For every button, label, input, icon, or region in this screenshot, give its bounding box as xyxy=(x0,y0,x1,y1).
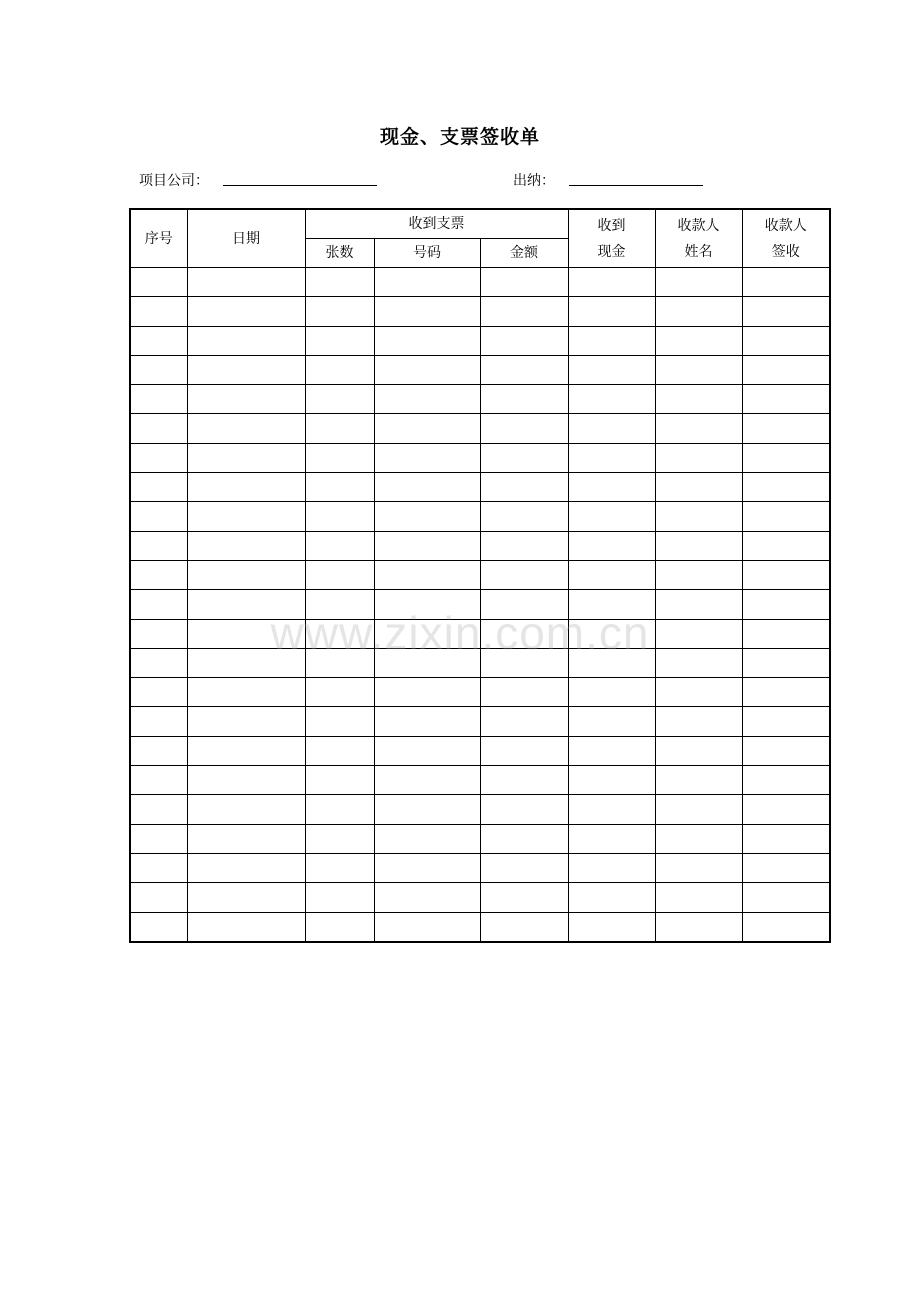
header-serial-no: 序号 xyxy=(130,209,187,268)
date-cell[interactable] xyxy=(187,560,305,589)
check-number-cell[interactable] xyxy=(374,268,480,297)
serial-no-cell[interactable] xyxy=(130,853,187,882)
check-number-cell[interactable] xyxy=(374,678,480,707)
check-count-cell[interactable] xyxy=(305,531,374,560)
payee-name-cell[interactable] xyxy=(655,795,742,824)
check-number-cell[interactable] xyxy=(374,560,480,589)
serial-no-cell[interactable] xyxy=(130,355,187,384)
serial-no-cell[interactable] xyxy=(130,619,187,648)
serial-no-cell[interactable] xyxy=(130,590,187,619)
serial-no-cell[interactable] xyxy=(130,473,187,502)
check-count-cell[interactable] xyxy=(305,678,374,707)
check-number-cell[interactable] xyxy=(374,385,480,414)
serial-no-cell[interactable] xyxy=(130,766,187,795)
serial-no-cell[interactable] xyxy=(130,502,187,531)
check-amount-cell[interactable] xyxy=(480,355,568,384)
date-cell[interactable] xyxy=(187,502,305,531)
serial-no-cell[interactable] xyxy=(130,736,187,765)
payee-name-cell[interactable] xyxy=(655,473,742,502)
serial-no-cell[interactable] xyxy=(130,824,187,853)
check-count-cell[interactable] xyxy=(305,297,374,326)
table-row xyxy=(130,619,830,648)
check-amount-cell[interactable] xyxy=(480,502,568,531)
table-row xyxy=(130,824,830,853)
check-number-cell[interactable] xyxy=(374,414,480,443)
header-payee-name-line1: 收款人 xyxy=(677,217,720,234)
cash-received-cell[interactable] xyxy=(568,912,655,942)
payee-name-cell[interactable] xyxy=(655,619,742,648)
check-count-cell[interactable] xyxy=(305,853,374,882)
payee-name-cell[interactable] xyxy=(655,502,742,531)
date-cell[interactable] xyxy=(187,707,305,736)
header-payee-name-line2: 姓名 xyxy=(684,243,713,260)
payee-signature-cell[interactable] xyxy=(742,707,830,736)
cash-received-cell[interactable] xyxy=(568,678,655,707)
payee-signature-cell[interactable] xyxy=(742,355,830,384)
check-number-cell[interactable] xyxy=(374,590,480,619)
payee-signature-cell[interactable] xyxy=(742,326,830,355)
check-number-cell[interactable] xyxy=(374,502,480,531)
payee-signature-cell[interactable] xyxy=(742,297,830,326)
payee-name-cell[interactable] xyxy=(655,590,742,619)
date-cell[interactable] xyxy=(187,268,305,297)
payee-name-cell[interactable] xyxy=(655,766,742,795)
check-count-cell[interactable] xyxy=(305,736,374,765)
check-count-cell[interactable] xyxy=(305,414,374,443)
check-count-cell[interactable] xyxy=(305,795,374,824)
date-cell[interactable] xyxy=(187,883,305,912)
check-amount-cell[interactable] xyxy=(480,678,568,707)
cash-received-cell[interactable] xyxy=(568,736,655,765)
header-cash-received-line1: 收到 xyxy=(597,217,626,234)
check-amount-cell[interactable] xyxy=(480,736,568,765)
payee-name-cell[interactable] xyxy=(655,736,742,765)
header-check-count: 张数 xyxy=(305,239,374,268)
serial-no-cell[interactable] xyxy=(130,443,187,472)
payee-name-cell[interactable] xyxy=(655,326,742,355)
check-number-cell[interactable] xyxy=(374,795,480,824)
table-row xyxy=(130,385,830,414)
check-count-cell[interactable] xyxy=(305,707,374,736)
check-number-cell[interactable] xyxy=(374,355,480,384)
cash-received-cell[interactable] xyxy=(568,766,655,795)
table-row xyxy=(130,590,830,619)
check-count-cell[interactable] xyxy=(305,443,374,472)
date-cell[interactable] xyxy=(187,912,305,942)
cash-received-cell[interactable] xyxy=(568,502,655,531)
cash-received-cell[interactable] xyxy=(568,824,655,853)
cash-received-cell[interactable] xyxy=(568,414,655,443)
payee-name-cell[interactable] xyxy=(655,560,742,589)
check-number-cell[interactable] xyxy=(374,297,480,326)
check-amount-cell[interactable] xyxy=(480,268,568,297)
table-row xyxy=(130,502,830,531)
serial-no-cell[interactable] xyxy=(130,531,187,560)
date-cell[interactable] xyxy=(187,443,305,472)
payee-name-cell[interactable] xyxy=(655,531,742,560)
check-count-cell[interactable] xyxy=(305,590,374,619)
table-row xyxy=(130,912,830,942)
table-row xyxy=(130,795,830,824)
check-number-cell[interactable] xyxy=(374,619,480,648)
cash-received-cell[interactable] xyxy=(568,590,655,619)
serial-no-cell[interactable] xyxy=(130,326,187,355)
date-cell[interactable] xyxy=(187,736,305,765)
table-row xyxy=(130,707,830,736)
check-count-cell[interactable] xyxy=(305,824,374,853)
date-cell[interactable] xyxy=(187,531,305,560)
date-cell[interactable] xyxy=(187,853,305,882)
date-cell[interactable] xyxy=(187,619,305,648)
table-row xyxy=(130,766,830,795)
table-row xyxy=(130,883,830,912)
check-number-cell[interactable] xyxy=(374,853,480,882)
cash-received-cell[interactable] xyxy=(568,648,655,677)
table-row xyxy=(130,736,830,765)
cash-received-cell[interactable] xyxy=(568,531,655,560)
payee-name-cell[interactable] xyxy=(655,678,742,707)
serial-no-cell[interactable] xyxy=(130,678,187,707)
payee-name-cell[interactable] xyxy=(655,443,742,472)
payee-signature-cell[interactable] xyxy=(742,385,830,414)
payee-signature-cell[interactable] xyxy=(742,883,830,912)
payee-signature-cell[interactable] xyxy=(742,473,830,502)
payee-name-cell[interactable] xyxy=(655,268,742,297)
table-row xyxy=(130,414,830,443)
header-check-received-group: 收到支票 xyxy=(305,209,568,239)
header-cash-received xyxy=(568,209,655,268)
serial-no-cell[interactable] xyxy=(130,385,187,414)
cash-received-cell[interactable] xyxy=(568,853,655,882)
date-cell[interactable] xyxy=(187,355,305,384)
payee-name-cell[interactable] xyxy=(655,648,742,677)
cash-received-cell[interactable] xyxy=(568,326,655,355)
cash-received-cell[interactable] xyxy=(568,883,655,912)
header-payee-signature-line1: 收款人 xyxy=(764,217,807,234)
date-cell[interactable] xyxy=(187,590,305,619)
date-cell[interactable] xyxy=(187,824,305,853)
watermark: www.zixin.com.cn xyxy=(270,607,650,659)
cash-received-cell[interactable] xyxy=(568,707,655,736)
check-amount-cell[interactable] xyxy=(480,385,568,414)
table-row xyxy=(130,297,830,326)
cash-received-cell[interactable] xyxy=(568,560,655,589)
payee-signature-cell[interactable] xyxy=(742,619,830,648)
check-count-cell[interactable] xyxy=(305,648,374,677)
payee-signature-cell[interactable] xyxy=(742,414,830,443)
payee-signature-cell[interactable] xyxy=(742,560,830,589)
table-row xyxy=(130,355,830,384)
header-payee-name xyxy=(655,209,742,268)
check-amount-cell[interactable] xyxy=(480,326,568,355)
payee-signature-cell[interactable] xyxy=(742,590,830,619)
cash-received-cell[interactable] xyxy=(568,385,655,414)
serial-no-cell[interactable] xyxy=(130,268,187,297)
date-cell[interactable] xyxy=(187,795,305,824)
table-row xyxy=(130,531,830,560)
table-row xyxy=(130,853,830,882)
payee-signature-cell[interactable] xyxy=(742,531,830,560)
cash-received-cell[interactable] xyxy=(568,268,655,297)
cash-received-cell[interactable] xyxy=(568,473,655,502)
check-number-cell[interactable] xyxy=(374,531,480,560)
date-cell[interactable] xyxy=(187,766,305,795)
check-number-cell[interactable] xyxy=(374,883,480,912)
serial-no-cell[interactable] xyxy=(130,795,187,824)
payee-signature-cell[interactable] xyxy=(742,853,830,882)
date-cell[interactable] xyxy=(187,678,305,707)
check-amount-cell[interactable] xyxy=(480,853,568,882)
table-row xyxy=(130,560,830,589)
payee-name-cell[interactable] xyxy=(655,912,742,942)
header-payee-signature xyxy=(742,209,830,268)
check-count-cell[interactable] xyxy=(305,766,374,795)
check-amount-cell[interactable] xyxy=(480,414,568,443)
check-amount-cell[interactable] xyxy=(480,912,568,942)
check-number-cell[interactable] xyxy=(374,766,480,795)
check-amount-cell[interactable] xyxy=(480,443,568,472)
payee-name-cell[interactable] xyxy=(655,824,742,853)
cashier-label: 出纳： xyxy=(513,173,555,189)
check-amount-cell[interactable] xyxy=(480,297,568,326)
check-count-cell[interactable] xyxy=(305,560,374,589)
header-check-number: 号码 xyxy=(374,239,480,268)
payee-signature-cell[interactable] xyxy=(742,648,830,677)
date-cell[interactable] xyxy=(187,414,305,443)
check-amount-cell[interactable] xyxy=(480,795,568,824)
check-number-cell[interactable] xyxy=(374,648,480,677)
check-number-cell[interactable] xyxy=(374,443,480,472)
payee-signature-cell[interactable] xyxy=(742,678,830,707)
table-row xyxy=(130,326,830,355)
check-amount-cell[interactable] xyxy=(480,590,568,619)
payee-signature-cell[interactable] xyxy=(742,766,830,795)
serial-no-cell[interactable] xyxy=(130,297,187,326)
date-cell[interactable] xyxy=(187,326,305,355)
check-amount-cell[interactable] xyxy=(480,531,568,560)
check-amount-cell[interactable] xyxy=(480,766,568,795)
check-number-cell[interactable] xyxy=(374,736,480,765)
payee-signature-cell[interactable] xyxy=(742,824,830,853)
serial-no-cell[interactable] xyxy=(130,414,187,443)
cash-received-cell[interactable] xyxy=(568,443,655,472)
table-row xyxy=(130,443,830,472)
check-number-cell[interactable] xyxy=(374,912,480,942)
check-number-cell[interactable] xyxy=(374,473,480,502)
check-amount-cell[interactable] xyxy=(480,883,568,912)
payee-signature-cell[interactable] xyxy=(742,736,830,765)
check-count-cell[interactable] xyxy=(305,326,374,355)
table-body xyxy=(130,268,830,942)
payee-name-cell[interactable] xyxy=(655,355,742,384)
serial-no-cell[interactable] xyxy=(130,560,187,589)
check-count-cell[interactable] xyxy=(305,268,374,297)
check-amount-cell[interactable] xyxy=(480,707,568,736)
check-count-cell[interactable] xyxy=(305,883,374,912)
payee-name-cell[interactable] xyxy=(655,707,742,736)
date-cell[interactable] xyxy=(187,385,305,414)
table-row xyxy=(130,268,830,297)
payee-signature-cell[interactable] xyxy=(742,502,830,531)
payee-signature-cell[interactable] xyxy=(742,912,830,942)
check-count-cell[interactable] xyxy=(305,912,374,942)
check-amount-cell[interactable] xyxy=(480,648,568,677)
check-count-cell[interactable] xyxy=(305,502,374,531)
serial-no-cell[interactable] xyxy=(130,883,187,912)
project-company-label: 项目公司： xyxy=(139,173,209,189)
serial-no-cell[interactable] xyxy=(130,707,187,736)
header-cash-received-line2: 现金 xyxy=(597,243,626,260)
payee-name-cell[interactable] xyxy=(655,414,742,443)
date-cell[interactable] xyxy=(187,473,305,502)
payee-signature-cell[interactable] xyxy=(742,443,830,472)
check-count-cell[interactable] xyxy=(305,619,374,648)
date-cell[interactable] xyxy=(187,648,305,677)
date-cell[interactable] xyxy=(187,297,305,326)
serial-no-cell[interactable] xyxy=(130,912,187,942)
payee-signature-cell[interactable] xyxy=(742,795,830,824)
table-row xyxy=(130,648,830,677)
check-amount-cell[interactable] xyxy=(480,473,568,502)
cash-received-cell[interactable] xyxy=(568,795,655,824)
serial-no-cell[interactable] xyxy=(130,648,187,677)
payee-signature-cell[interactable] xyxy=(742,268,830,297)
check-count-cell[interactable] xyxy=(305,385,374,414)
project-company-blank[interactable] xyxy=(223,171,377,186)
check-count-cell[interactable] xyxy=(305,355,374,384)
check-number-cell[interactable] xyxy=(374,707,480,736)
payee-name-cell[interactable] xyxy=(655,297,742,326)
cash-received-cell[interactable] xyxy=(568,297,655,326)
check-amount-cell[interactable] xyxy=(480,824,568,853)
header-check-amount: 金额 xyxy=(480,239,568,268)
check-amount-cell[interactable] xyxy=(480,560,568,589)
header-payee-signature-line2: 签收 xyxy=(771,243,800,260)
cashier-blank[interactable] xyxy=(569,171,703,186)
table-row xyxy=(130,678,830,707)
header-date: 日期 xyxy=(187,209,305,268)
cash-received-cell[interactable] xyxy=(568,619,655,648)
check-count-cell[interactable] xyxy=(305,473,374,502)
form-title: 现金、支票签收单 xyxy=(379,126,540,148)
payee-name-cell[interactable] xyxy=(655,385,742,414)
project-company-field xyxy=(139,171,377,191)
receipt-table xyxy=(129,208,831,943)
check-amount-cell[interactable] xyxy=(480,619,568,648)
check-number-cell[interactable] xyxy=(374,326,480,355)
check-number-cell[interactable] xyxy=(374,824,480,853)
table-row xyxy=(130,473,830,502)
payee-name-cell[interactable] xyxy=(655,853,742,882)
cash-received-cell[interactable] xyxy=(568,355,655,384)
cashier-field xyxy=(513,171,703,191)
payee-name-cell[interactable] xyxy=(655,883,742,912)
